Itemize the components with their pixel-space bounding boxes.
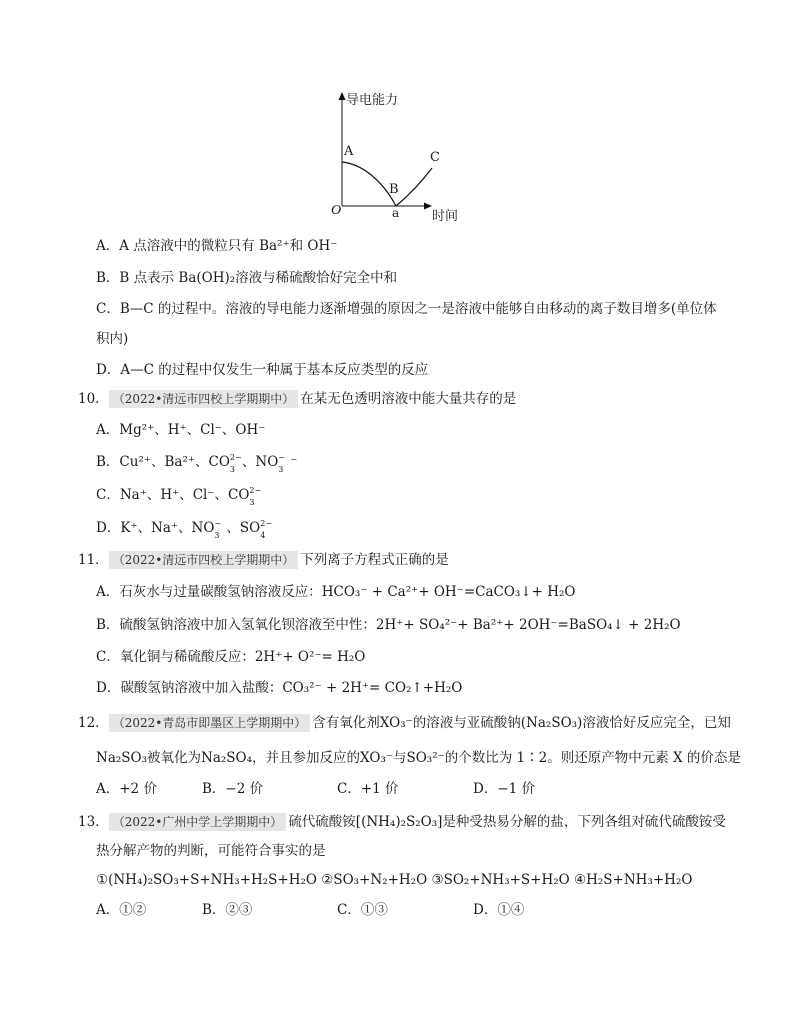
q10-option-a: A．Mg²⁺、H⁺、Cl⁻、OH⁻ xyxy=(96,422,266,438)
option-text: B．Cu²⁺、Ba²⁺、CO xyxy=(96,454,230,470)
question-stem: 下列离子方程式正确的是 xyxy=(300,552,449,568)
q13-option-a: A．①② xyxy=(96,902,147,918)
q12-option-d: D．−1 价 xyxy=(473,781,536,797)
q13-option-c: C．①③ xyxy=(337,902,388,918)
source-tag: （2022•清远市四校上学期期中） xyxy=(109,551,299,569)
q12-option-c: C．+1 价 xyxy=(337,781,399,797)
curve-a-to-b xyxy=(342,162,396,206)
question-stem: 在某无色透明溶液中能大量共存的是 xyxy=(300,391,517,407)
option-text: 、NO xyxy=(241,454,279,470)
q11-stem-line xyxy=(78,550,449,570)
point-a-label: A xyxy=(344,144,354,159)
q9-option-c-line2: 积内) xyxy=(96,331,129,347)
conductivity-graph xyxy=(320,88,470,228)
q12-option-a: A．+2 价 xyxy=(96,781,157,797)
charge-stack: − 3 xyxy=(278,453,285,474)
q13-stem-line xyxy=(78,812,726,832)
q12-option-b: B．−2 价 xyxy=(202,781,264,797)
question-stem: 硫代硫酸铵[(NH₄)₂S₂O₃]是种受热易分解的盐，下列各组对硫代硫酸铵受 xyxy=(288,814,726,830)
question-number: 11． xyxy=(78,552,109,568)
x-axis-label: 时间 xyxy=(432,209,459,224)
curve-b-to-c xyxy=(396,168,432,206)
q11-option-c: C．氧化铜与稀硫酸反应：2H⁺+ O²⁻= H₂O xyxy=(96,649,366,665)
q13-option-b: B．②③ xyxy=(202,902,253,918)
question-stem: 含有氧化剂XO₃⁻的溶液与亚硫酸钠(Na₂SO₃)溶液恰好反应完全，已知 xyxy=(312,715,731,731)
charge-stack: 2− 4 xyxy=(260,519,273,540)
q12-stem-line2: Na₂SO₃被氧化为Na₂SO₄，并且参加反应的XO₃⁻与SO₃²⁻的个数比为 1∶2。则还原产物中元素 X 的价态是 xyxy=(96,750,741,766)
q9-option-c-line1: C．B—C 的过程中。溶液的导电能力逐渐增强的原因之一是溶液中能够自由移动的离子数目增多(单位体 xyxy=(96,301,717,317)
q13-stem-line2: 热分解产物的判断，可能符合事实的是 xyxy=(96,843,326,859)
source-tag: （2022•广州中学上学期期中） xyxy=(109,813,287,831)
point-c-label: C xyxy=(430,150,440,165)
q13-products-list: ①(NH₄)₂SO₃+S+NH₃+H₂S+H₂O ②SO₃+N₂+H₂O ③SO₂+NH₃+S+H₂O ④H₂S+NH₃+H₂O xyxy=(96,872,693,888)
q11-option-a: A．石灰水与过量碳酸氢钠溶液反应：HCO₃⁻ + Ca²⁺+ OH⁻=CaCO₃↓+ H₂O xyxy=(96,584,576,600)
point-b-label: B xyxy=(389,182,399,197)
charge-stack: 2− 3 xyxy=(229,453,242,474)
q10-stem-line xyxy=(78,389,516,409)
q12-stem-line xyxy=(78,713,731,733)
q13-option-d: D．①④ xyxy=(473,902,525,918)
x-axis-arrow xyxy=(424,203,432,210)
source-tag: （2022•青岛市即墨区上学期期中） xyxy=(109,714,311,732)
q9-option-a: A．A 点溶液中的微粒只有 Ba²⁺和 OH⁻ xyxy=(96,238,338,254)
option-text: C．Na⁺、H⁺、Cl⁻、CO xyxy=(96,487,250,503)
q10-option-b xyxy=(96,452,297,472)
q11-option-d: D．碳酸氢钠溶液中加入盐酸：CO₃²⁻ + 2H⁺= CO₂↑+H₂O xyxy=(96,680,463,696)
y-axis-label: 导电能力 xyxy=(346,93,399,108)
question-number: 12． xyxy=(78,715,109,731)
origin-label: O xyxy=(331,203,342,218)
q11-option-b: B．硫酸氢钠溶液中加入氢氧化钡溶液至中性：2H⁺+ SO₄²⁻+ Ba²⁺+ 2OH⁻=BaSO₄↓ + 2H₂O xyxy=(96,617,681,633)
question-number: 10． xyxy=(78,391,109,407)
q10-option-d xyxy=(96,518,272,538)
source-tag: （2022•清远市四校上学期期中） xyxy=(109,390,299,408)
option-text: D．K⁺、Na⁺、NO xyxy=(96,520,215,536)
charge-stack: − 3 xyxy=(214,519,222,540)
option-text: 、SO xyxy=(226,520,261,536)
q9-option-b: B．B 点表示 Ba(OH)₂溶液与稀硫酸恰好完全中和 xyxy=(96,270,398,286)
y-axis-arrow xyxy=(339,92,346,100)
tick-a-label: a xyxy=(392,206,400,220)
option-text: ⁻ xyxy=(290,454,298,470)
q9-option-d: D．A—C 的过程中仅发生一种属于基本反应类型的反应 xyxy=(96,362,429,378)
q10-option-c xyxy=(96,485,261,505)
charge-stack: 2− 3 xyxy=(249,486,262,507)
question-number: 13． xyxy=(78,814,109,830)
